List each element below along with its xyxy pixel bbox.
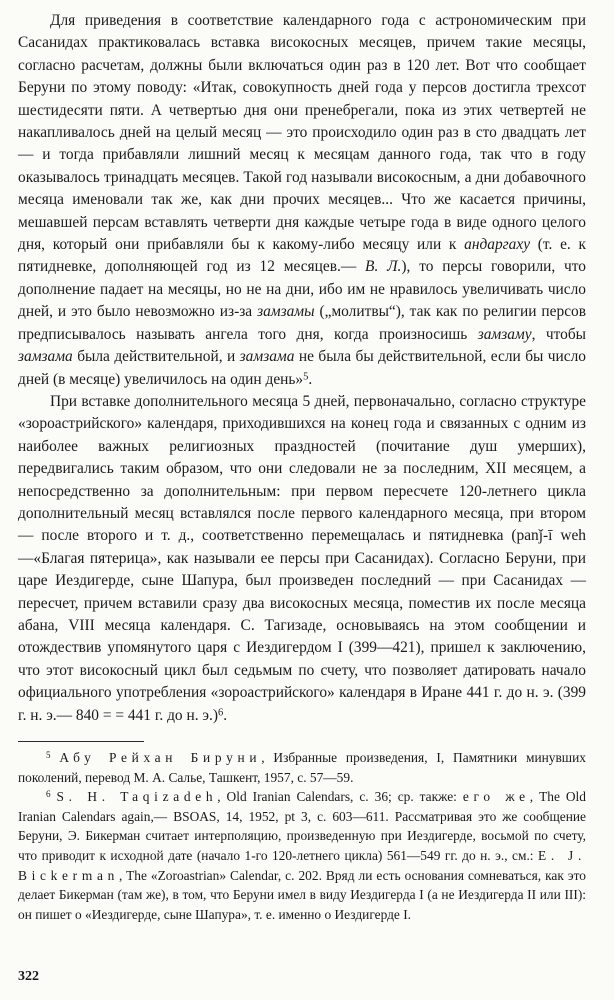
spaced-name: E. J. Bickerman xyxy=(18,847,586,883)
text-run: („молитвы“), так как по религии персов предписывалось называть ангела того дня, когда произносишь xyxy=(18,303,586,343)
italic-term: замзама xyxy=(18,348,73,366)
italic-term: В. Л. xyxy=(365,258,402,276)
italic-term: андаргаху xyxy=(464,236,531,254)
italic-term: замзаму xyxy=(477,325,532,343)
text-run: . xyxy=(308,370,313,388)
main-text xyxy=(18,10,586,727)
footnote-ref: 6 xyxy=(217,706,224,718)
text-run: , The Old Iranian Calendars again,— BSOAS, 14, 1952, pt 3, с. 603—611. Рассматривая это же сообщение Беруни, Э. Бикерман считает интерполяцию, произведенную при Иездигерде, восьмой по счету, что приводит к исходной дате (начало 1-го 120-летнего цикла) 561—549 гг. до н. э., см.: xyxy=(18,789,586,863)
text-run: была действительной, и xyxy=(72,348,240,366)
italic-term: замзама xyxy=(239,348,295,366)
paragraph xyxy=(18,391,586,727)
footnote xyxy=(18,748,586,787)
spaced-name: S. H. Taqizadeh xyxy=(56,789,218,805)
text-run: , The «Zoroastrian» Calendar, с. 202. Вряд ли есть основания сомневаться, как это делает Бикерман (там же), в том, что Беруни имел в виду Иездигерда I (а не Иездигерда II или III): он пишет о «Иездигерде, сыне Шапура», т. е. именно о Иездигерде I. xyxy=(18,867,586,922)
footnote-ref: 5 xyxy=(303,370,309,382)
text-run: , Old Iranian Calendars, с. 36; ср. также: xyxy=(217,789,463,805)
text-run: ), то персы говорили, что дополнение падает на месяцы, но не на дни, ибо им не нравилось увеличивать число дней, и это было невозможно из-за xyxy=(18,258,587,321)
text-run: . xyxy=(223,706,228,724)
page-number: 322 xyxy=(18,969,39,984)
spaced-name: его же xyxy=(462,789,530,805)
footnote-separator xyxy=(18,741,144,742)
italic-term: замзамы xyxy=(257,303,315,321)
spaced-name: Абу Рейхан Бируни xyxy=(59,750,262,765)
text-run: , Избранные произведения, I, Памятники минувших поколений, перевод М. А. Салье, Ташкент, 1957, с. 57—59. xyxy=(18,750,586,785)
text-run: (т. е. к пятидневке, дополняющей год из 12 месяцев.— xyxy=(18,236,586,276)
paragraph xyxy=(18,10,586,391)
text-run: При вставке дополнительного месяца 5 дней, первоначально, согласно структуре «зороастрийского» календаря, приходившихся на конец года и связанных с одним из наиболее важных религиозных праздностей (почитание душ умерших), передвигались таким образом, что они следовали не за последним, XII месяцем, а непосредственно за дополнительным: при первом пересчете 120-летнего цикла дополнительный месяц вставлялся после первого календарного месяца, при втором — после второго и т. д., соответственно перемещалась и пятидневка (panǰ-ī weh —«Благая пятерица», как называли ее персы при Сасанидах). Согласно Беруни, при царе Иездигерде, сыне Шапура, был произведен последний — при Сасанидах — пересчет, причем вставили сразу два високосных месяца, поместив их после месяца абана, VIII месяца календаря. С. Тагизаде, основываясь на этом сообщении и отождествив упомянутого царя с Иездигердом I (399—421), пришел к заключению, что этот високосный цикл был седьмым по счету, что позволяет датировать начало официального употребления «зороастрийского» календаря в Иране 441 г. до н. э. (399 г. н. э.— 840 = = 441 г. до н. э.) xyxy=(18,392,586,724)
footnotes xyxy=(18,748,586,924)
footnote xyxy=(18,787,586,924)
text-run: не была бы действительной, если бы число дней (в месяце) увеличилось на один день» xyxy=(18,348,586,388)
footnote-ref: 5 xyxy=(46,749,51,760)
text-run: , чтобы xyxy=(531,325,586,343)
text-run: Для приведения в соответствие календарного года с астрономическим при Сасанидах практиковалась вставка високосных месяцев, причем такие месяцы, согласно расчетам, должны были включаться один раз в 120 лет. Вот что сообщает Беруни по этому поводу: «Итак, совокупность дней года у персов достигла трехсот шестидесяти пяти. А четвертью дня они пренебрегали, пока из этих четвертей не накапливалось дней на целый месяц — это происходило один раз в сто двадцать лет — и тогда прибавляли лишний месяц к месяцам данного года, так что в году оказывалось тринадцать месяцев. Такой год называли високосным, а дни добавочного месяца именовали так же, как дни прочих месяцев... Что же касается причины, мешавшей персам вставлять четверти дня каждые четыре года в виде одного целого дня, который они прибавляли бы к какому-либо месяцу или к xyxy=(18,12,586,254)
footnote-ref: 6 xyxy=(46,789,51,800)
